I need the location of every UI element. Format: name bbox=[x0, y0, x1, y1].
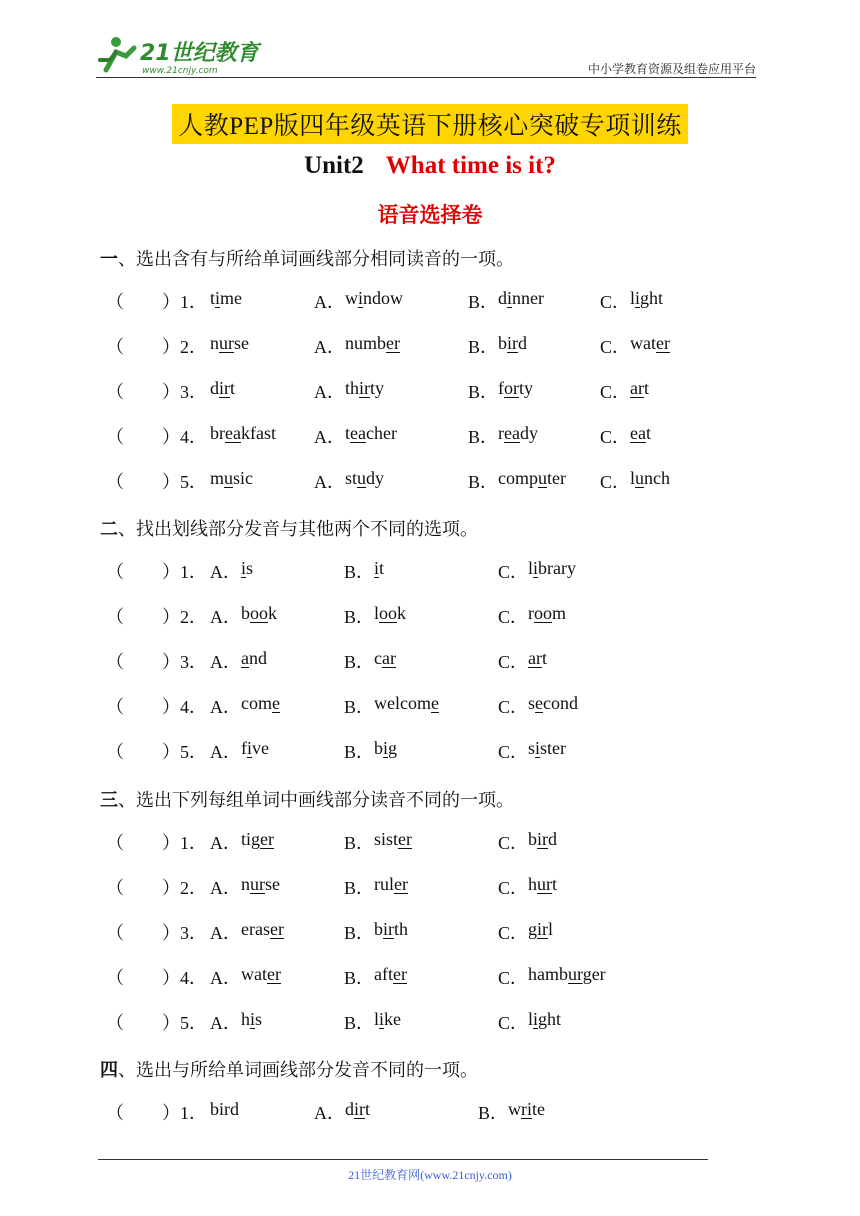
question-number: 1． bbox=[180, 292, 207, 312]
option-c: C． art bbox=[600, 378, 650, 402]
answer-blank-left[interactable]: （ bbox=[106, 1013, 124, 1033]
option-a: A． number bbox=[314, 333, 400, 357]
option-a: A． and bbox=[210, 648, 267, 672]
answer-blank-left[interactable]: （ bbox=[106, 1103, 124, 1123]
option-a-word: window bbox=[345, 288, 404, 308]
option-a: A． five bbox=[210, 738, 270, 762]
given-word-text: dirt bbox=[210, 378, 236, 398]
option-a: A． tiger bbox=[210, 829, 274, 853]
question-number: 1． bbox=[180, 562, 207, 582]
option-b: B． write bbox=[478, 1099, 546, 1123]
answer-blank-right: ） bbox=[162, 742, 180, 762]
question-number: 4． bbox=[180, 968, 207, 988]
option-b-word: bird bbox=[498, 333, 528, 353]
option-a: A． is bbox=[210, 558, 254, 582]
question-number: 2． bbox=[180, 878, 207, 898]
option-a: A． dirt bbox=[314, 1099, 371, 1123]
option-b: B． like bbox=[344, 1009, 402, 1033]
option-c: C． water bbox=[600, 333, 670, 357]
answer-blank-right: ） bbox=[162, 652, 180, 672]
option-a-word: thirty bbox=[345, 378, 385, 398]
answer-blank-left[interactable]: （ bbox=[106, 697, 124, 717]
question-number: 4． bbox=[180, 427, 207, 447]
footer-divider bbox=[98, 1159, 708, 1160]
answer-blank-right: ） bbox=[162, 1103, 180, 1123]
question-row bbox=[106, 829, 746, 855]
option-b-word: car bbox=[374, 648, 396, 668]
option-b-word: after bbox=[374, 964, 407, 984]
option-b: B． forty bbox=[468, 378, 534, 402]
answer-blank-left[interactable]: （ bbox=[106, 382, 124, 402]
question-row bbox=[106, 288, 746, 314]
option-a: A． eraser bbox=[210, 919, 284, 943]
given-word-text: bird bbox=[210, 1099, 239, 1119]
question-number: 5． bbox=[180, 1013, 207, 1033]
answer-blank-right: ） bbox=[162, 607, 180, 627]
question-number: 1． bbox=[180, 833, 207, 853]
option-c-word: hamburger bbox=[528, 964, 606, 984]
svg-text:21世纪教育: 21世纪教育 bbox=[140, 41, 259, 66]
option-b: B． computer bbox=[468, 468, 566, 492]
option-c: C． hamburger bbox=[498, 964, 606, 988]
option-c: C． lunch bbox=[600, 468, 671, 492]
option-a: A． book bbox=[210, 603, 277, 627]
answer-blank-right: ） bbox=[162, 292, 180, 312]
given-word-text: breakfast bbox=[210, 423, 276, 443]
option-c-word: lunch bbox=[630, 468, 671, 488]
page-title: 人教PEP版四年级英语下册核心突破专项训练 bbox=[172, 104, 688, 144]
answer-blank-left[interactable]: （ bbox=[106, 652, 124, 672]
option-b: B． it bbox=[344, 558, 385, 582]
option-a: A． window bbox=[314, 288, 404, 312]
given-word-text: time bbox=[210, 288, 243, 308]
answer-blank-right: ） bbox=[162, 1013, 180, 1033]
section-heading: 一、选出含有与所给单词画线部分相同读音的一项。 bbox=[100, 249, 514, 270]
option-a: A． nurse bbox=[210, 874, 280, 898]
option-c: C． bird bbox=[498, 829, 558, 853]
option-a-word: study bbox=[345, 468, 385, 488]
question-number: 3． bbox=[180, 923, 207, 943]
option-b-word: sister bbox=[374, 829, 413, 849]
question-row bbox=[106, 1099, 746, 1125]
option-b: B． big bbox=[344, 738, 398, 762]
answer-blank-left[interactable]: （ bbox=[106, 742, 124, 762]
question-row bbox=[106, 558, 746, 584]
question-row bbox=[106, 333, 746, 359]
question-row bbox=[106, 378, 746, 404]
answer-blank-right: ） bbox=[162, 337, 180, 357]
option-b-word: computer bbox=[498, 468, 566, 488]
option-a-word: come bbox=[241, 693, 280, 713]
question-row bbox=[106, 603, 746, 629]
option-a: A． teacher bbox=[314, 423, 397, 447]
option-b: B． dinner bbox=[468, 288, 545, 312]
option-a-word: eraser bbox=[241, 919, 284, 939]
option-c-word: hurt bbox=[528, 874, 558, 894]
option-a: A． water bbox=[210, 964, 281, 988]
question-number: 2． bbox=[180, 607, 207, 627]
answer-blank-right: ） bbox=[162, 968, 180, 988]
option-c-word: water bbox=[630, 333, 670, 353]
answer-blank-left[interactable]: （ bbox=[106, 923, 124, 943]
option-a-word: tiger bbox=[241, 829, 274, 849]
option-c-word: library bbox=[528, 558, 577, 578]
question-row bbox=[106, 423, 746, 449]
option-a-word: book bbox=[241, 603, 277, 623]
option-b-word: it bbox=[374, 558, 385, 578]
option-c: C． room bbox=[498, 603, 567, 627]
option-c: C． art bbox=[498, 648, 548, 672]
option-b: B． after bbox=[344, 964, 407, 988]
question-row bbox=[106, 1009, 746, 1035]
option-a-word: number bbox=[345, 333, 400, 353]
question-row bbox=[106, 964, 746, 990]
answer-blank-right: ） bbox=[162, 562, 180, 582]
option-b-word: forty bbox=[498, 378, 534, 398]
option-a-word: water bbox=[241, 964, 281, 984]
question-number: 3． bbox=[180, 652, 207, 672]
option-b: B． car bbox=[344, 648, 396, 672]
given-word-text: nurse bbox=[210, 333, 249, 353]
question-row bbox=[106, 874, 746, 900]
question-number: 1． bbox=[180, 1103, 207, 1123]
option-a-word: and bbox=[241, 648, 267, 668]
option-b-word: ruler bbox=[374, 874, 408, 894]
answer-blank-right: ） bbox=[162, 472, 180, 492]
answer-blank-right: ） bbox=[162, 833, 180, 853]
option-c: C． light bbox=[498, 1009, 562, 1033]
paper-type: 语音选择卷 bbox=[377, 203, 483, 227]
answer-blank-left[interactable]: （ bbox=[106, 337, 124, 357]
option-c: C． light bbox=[600, 288, 664, 312]
answer-blank-left[interactable]: （ bbox=[106, 607, 124, 627]
option-c-word: room bbox=[528, 603, 567, 623]
page-header bbox=[96, 30, 756, 78]
question-row bbox=[106, 919, 746, 945]
option-b: B． sister bbox=[344, 829, 413, 853]
option-b-word: dinner bbox=[498, 288, 545, 308]
unit-subtitle bbox=[0, 152, 860, 180]
option-c-word: light bbox=[630, 288, 664, 308]
answer-blank-left[interactable]: （ bbox=[106, 472, 124, 492]
question-row bbox=[106, 648, 746, 674]
option-c: C． second bbox=[498, 693, 579, 717]
option-c: C． girl bbox=[498, 919, 554, 943]
question-number: 3． bbox=[180, 382, 207, 402]
answer-blank-left[interactable]: （ bbox=[106, 833, 124, 853]
option-b: B． look bbox=[344, 603, 407, 627]
option-a-word: teacher bbox=[345, 423, 397, 443]
option-c-word: art bbox=[630, 378, 650, 398]
option-b-word: welcome bbox=[374, 693, 439, 713]
unit-label: Unit2 bbox=[304, 152, 364, 179]
title-wrap bbox=[0, 104, 860, 144]
answer-blank-left[interactable]: （ bbox=[106, 878, 124, 898]
answer-blank-left[interactable]: （ bbox=[106, 968, 124, 988]
question-number: 2． bbox=[180, 337, 207, 357]
section-heading: 三、选出下列每组单词中画线部分读音不同的一项。 bbox=[100, 790, 514, 811]
option-a-word: nurse bbox=[241, 874, 280, 894]
section-heading: 四、选出与所给单词画线部分发音不同的一项。 bbox=[100, 1060, 478, 1081]
question-row bbox=[106, 693, 746, 719]
answer-blank-left[interactable]: （ bbox=[106, 562, 124, 582]
option-a: A． his bbox=[210, 1009, 263, 1033]
answer-blank-right: ） bbox=[162, 427, 180, 447]
option-c-word: art bbox=[528, 648, 548, 668]
footer-source: 21世纪教育网(www.21cnjy.com) bbox=[348, 1168, 512, 1182]
answer-blank-right: ） bbox=[162, 878, 180, 898]
question-row bbox=[106, 738, 746, 764]
question-row bbox=[106, 468, 746, 494]
option-a-word: five bbox=[241, 738, 270, 758]
option-b: B． ready bbox=[468, 423, 538, 447]
answer-blank-right: ） bbox=[162, 382, 180, 402]
option-a-word: his bbox=[241, 1009, 263, 1029]
answer-blank-right: ） bbox=[162, 697, 180, 717]
section-heading: 二、找出划线部分发音与其他两个不同的选项。 bbox=[100, 519, 478, 540]
option-c-word: eat bbox=[630, 423, 652, 443]
option-a: A． come bbox=[210, 693, 280, 717]
option-c-word: sister bbox=[528, 738, 567, 758]
option-c: C． sister bbox=[498, 738, 567, 762]
option-b-word: birth bbox=[374, 919, 409, 939]
option-b: B． bird bbox=[468, 333, 528, 357]
answer-blank-right: ） bbox=[162, 923, 180, 943]
platform-tagline: 中小学教育资源及组卷应用平台 bbox=[587, 62, 756, 76]
option-b-word: big bbox=[374, 738, 398, 758]
option-c-word: second bbox=[528, 693, 579, 713]
option-b-word: ready bbox=[498, 423, 538, 443]
option-b-word: like bbox=[374, 1009, 402, 1029]
option-b: B． welcome bbox=[344, 693, 439, 717]
answer-blank-left[interactable]: （ bbox=[106, 292, 124, 312]
option-a: A． thirty bbox=[314, 378, 385, 402]
option-c: C． hurt bbox=[498, 874, 558, 898]
question-number: 4． bbox=[180, 697, 207, 717]
option-a-word: is bbox=[241, 558, 254, 578]
21cnjy-logo bbox=[96, 30, 266, 78]
unit-question: What time is it? bbox=[385, 152, 556, 179]
option-a-word: dirt bbox=[345, 1099, 371, 1119]
given-word-text: music bbox=[210, 468, 254, 488]
option-a: A． study bbox=[314, 468, 385, 492]
option-b: B． birth bbox=[344, 919, 409, 943]
question-number: 5． bbox=[180, 742, 207, 762]
option-b-word: look bbox=[374, 603, 407, 623]
option-c-word: girl bbox=[528, 919, 554, 939]
option-b: B． ruler bbox=[344, 874, 408, 898]
option-c-word: bird bbox=[528, 829, 558, 849]
option-c: C． library bbox=[498, 558, 577, 582]
header-divider bbox=[96, 77, 756, 78]
answer-blank-left[interactable]: （ bbox=[106, 427, 124, 447]
option-c: C． eat bbox=[600, 423, 652, 447]
question-number: 5． bbox=[180, 472, 207, 492]
option-b-word: write bbox=[508, 1099, 546, 1119]
option-c-word: light bbox=[528, 1009, 562, 1029]
svg-text:www.21cnjy.com: www.21cnjy.com bbox=[142, 66, 218, 76]
